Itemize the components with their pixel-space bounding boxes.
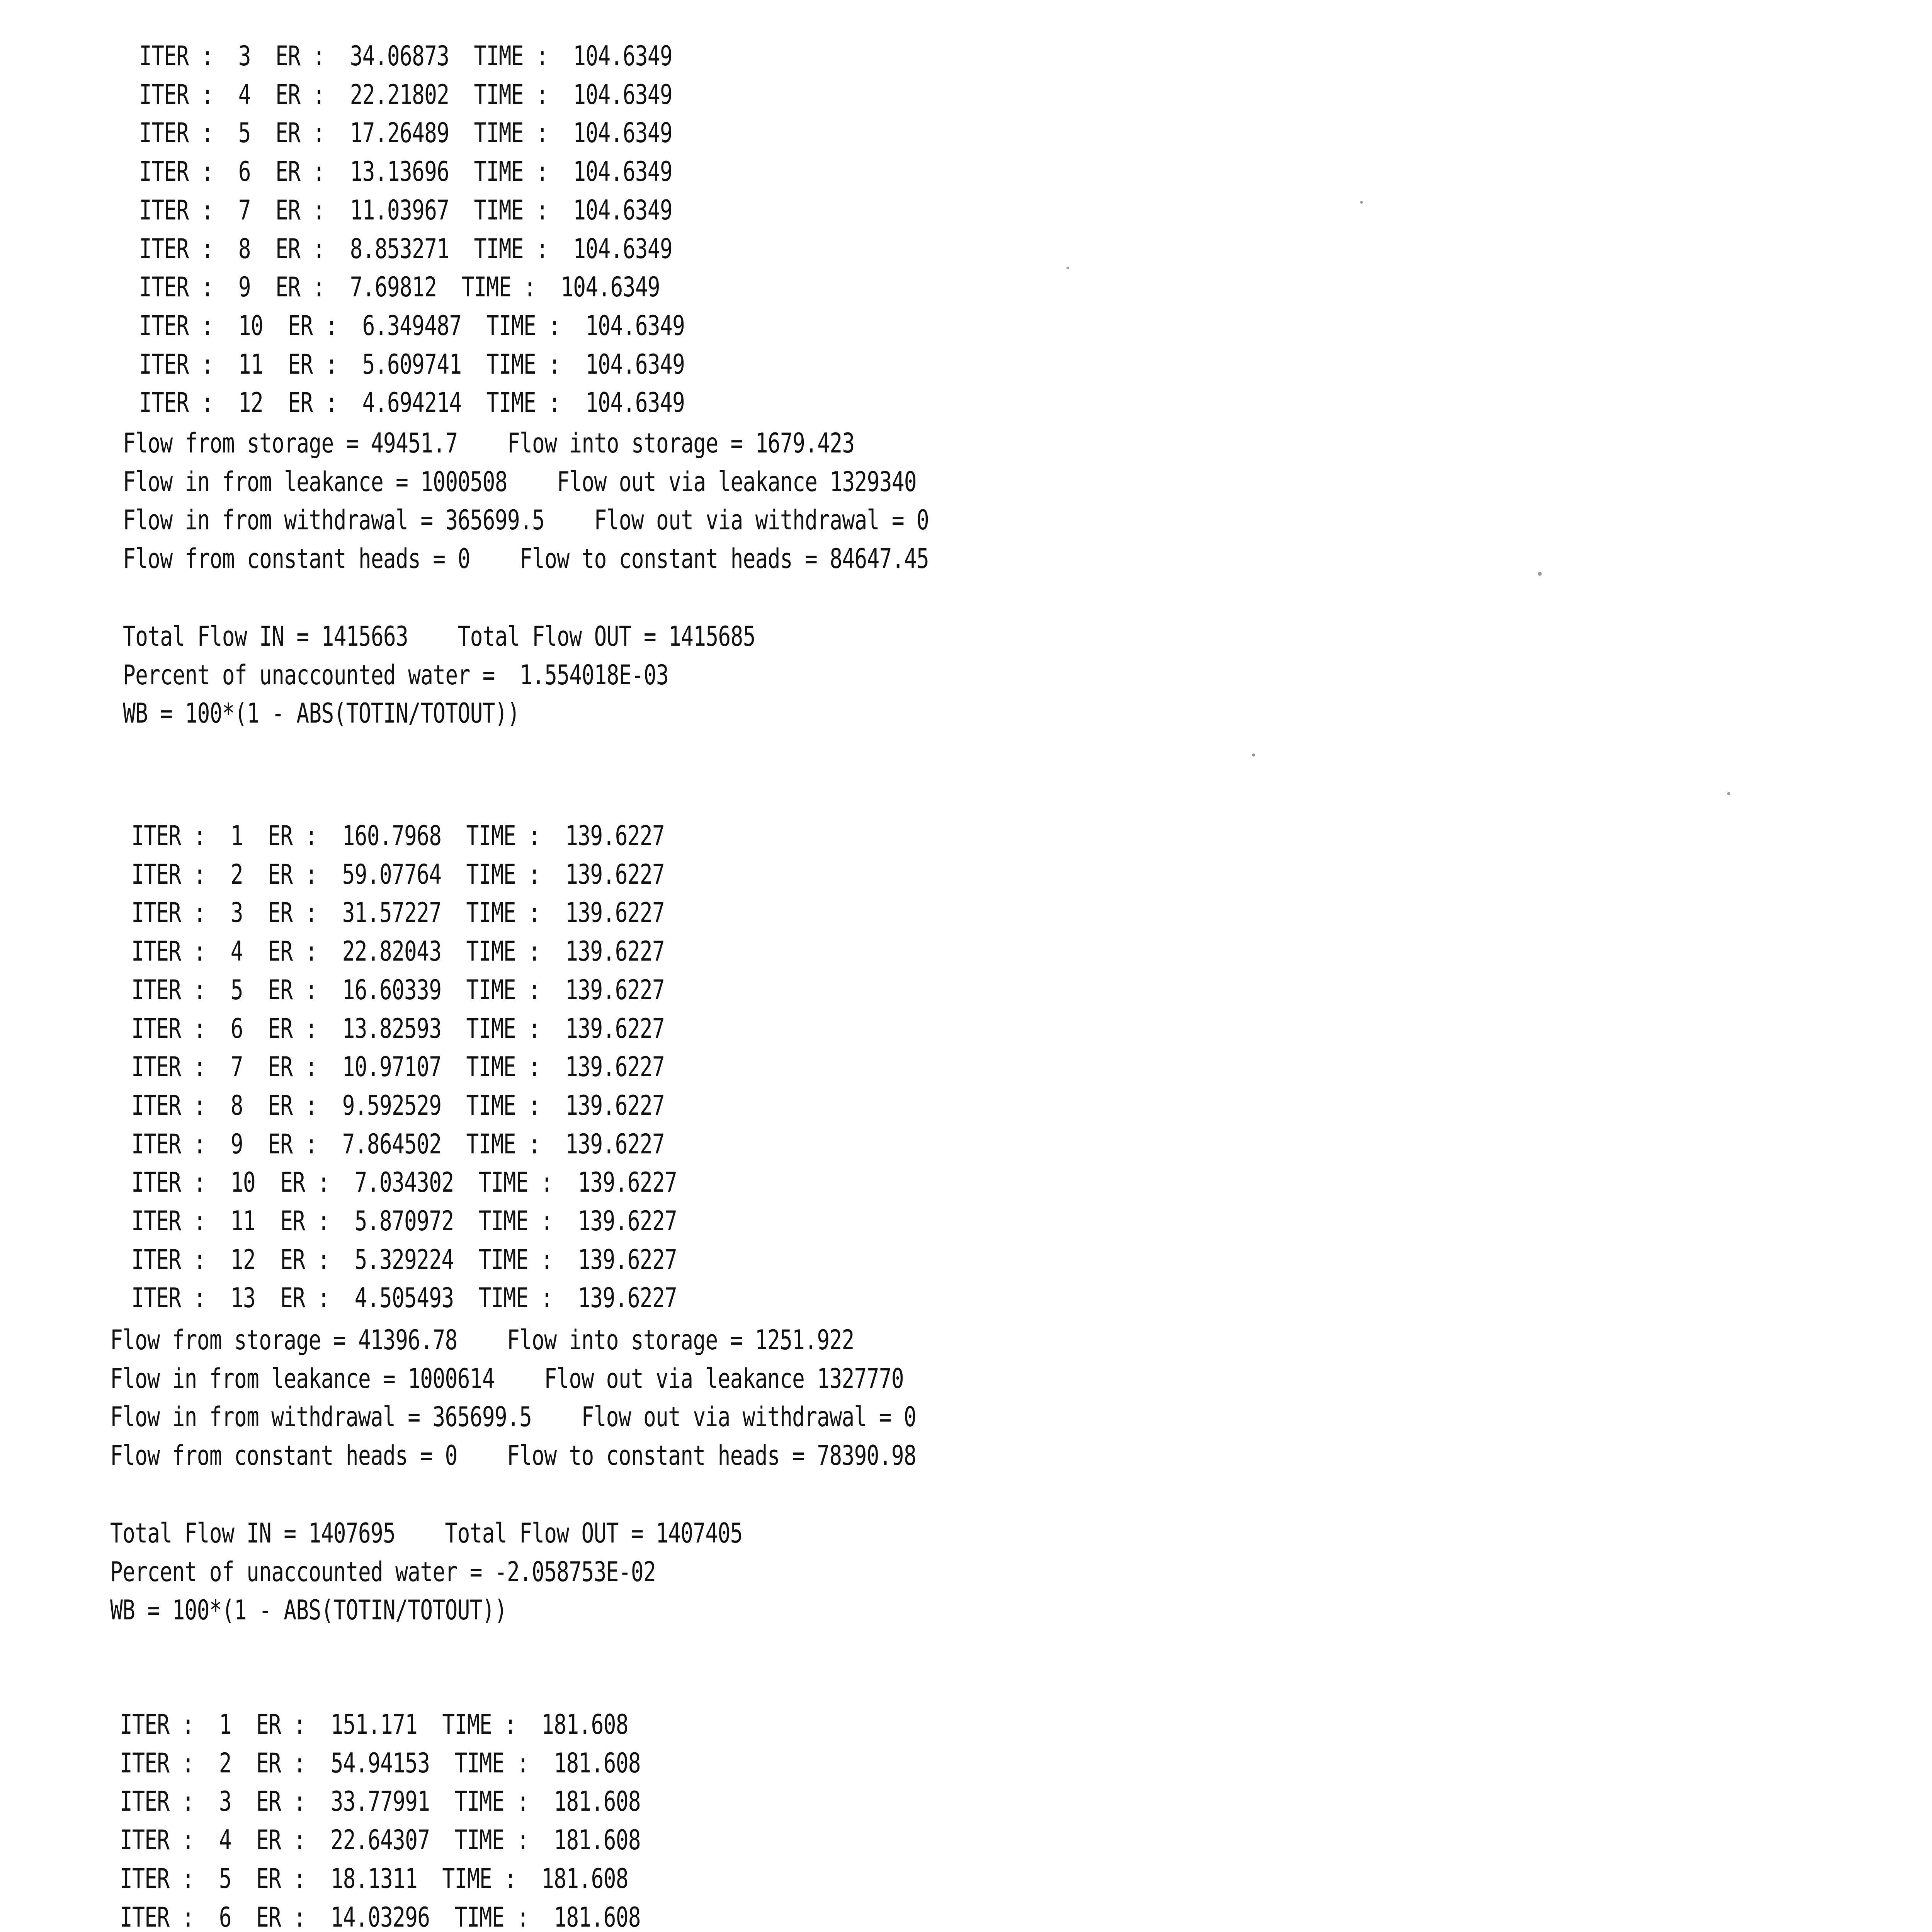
field-label: TIME : — [454, 1282, 578, 1314]
time-value: 139.6227 — [565, 1090, 665, 1121]
field-label: ITER : — [139, 349, 238, 380]
field-label: TIME : — [441, 897, 566, 929]
iteration-row — [131, 897, 665, 929]
field-label: ITER : — [120, 1824, 219, 1856]
field-label: ITER : — [139, 233, 238, 265]
field-label: TIME : — [461, 349, 586, 380]
field-label: ITER : — [120, 1786, 219, 1817]
field-label: ER : — [263, 387, 362, 418]
iteration-row — [139, 79, 672, 111]
field-label: ER : — [263, 349, 362, 380]
er-value: 4.505493 — [354, 1282, 454, 1314]
iteration-row — [131, 1092, 665, 1119]
field-label: ITER : — [131, 1167, 231, 1198]
field-label: ER : — [255, 1282, 355, 1314]
iteration-row — [131, 820, 665, 852]
field-label: TIME : — [430, 1747, 554, 1779]
scan-speck — [1538, 572, 1542, 576]
time-value: 139.6227 — [565, 1128, 665, 1160]
er-value: 160.7968 — [342, 820, 442, 852]
time-value: 181.608 — [554, 1786, 641, 1817]
field-label: TIME : — [441, 974, 566, 1006]
iteration-row — [131, 861, 665, 888]
field-label: ER : — [243, 1128, 342, 1160]
total-flow-line: Total Flow IN = 1415663 Total Flow OUT = 1415685 — [123, 621, 755, 652]
field-label: ITER : — [131, 1244, 231, 1276]
iteration-row — [131, 1128, 665, 1160]
flow-line: Flow from storage = 49451.7 Flow into storage = 1679.423 — [123, 427, 855, 459]
total-flow-line: Total Flow IN = 1407695 Total Flow OUT = 1407405 — [110, 1517, 743, 1549]
time-value: 104.6349 — [573, 40, 672, 72]
er-value: 31.57227 — [342, 897, 442, 929]
field-label: ER : — [231, 1709, 331, 1740]
field-label: TIME : — [437, 271, 561, 303]
iter-value: 4 — [219, 1824, 231, 1856]
time-value: 181.608 — [554, 1747, 641, 1779]
field-label: TIME : — [417, 1709, 542, 1740]
field-label: ER : — [231, 1747, 331, 1779]
iter-value: 1 — [219, 1709, 231, 1740]
field-label: ITER : — [139, 194, 238, 226]
flow-line: Flow in from withdrawal = 365699.5 Flow out via withdrawal = 0 — [110, 1401, 916, 1433]
iteration-row — [120, 1863, 628, 1895]
iter-value: 13 — [230, 1282, 255, 1314]
iteration-row — [120, 1788, 641, 1815]
flow-line: Flow in from withdrawal = 365699.5 Flow out via withdrawal = 0 — [123, 504, 929, 536]
er-value: 18.1311 — [330, 1863, 418, 1895]
er-value: 11.03967 — [350, 194, 449, 226]
iter-value: 10 — [238, 310, 263, 342]
iteration-row — [131, 935, 665, 967]
wb-formula-line: WB = 100*(1 - ABS(TOTIN/TOTOUT)) — [110, 1594, 507, 1626]
iteration-row — [139, 158, 672, 185]
iteration-row — [131, 1051, 665, 1083]
iter-value: 8 — [238, 233, 251, 265]
field-label: ER : — [231, 1824, 331, 1856]
iter-value: 4 — [238, 79, 251, 111]
field-label: ITER : — [131, 1051, 231, 1083]
time-value: 181.608 — [554, 1824, 641, 1856]
time-value: 139.6227 — [565, 974, 665, 1006]
er-value: 54.94153 — [330, 1747, 430, 1779]
time-value: 139.6227 — [578, 1167, 677, 1198]
field-label: TIME : — [417, 1863, 542, 1895]
iteration-row — [131, 1015, 665, 1042]
iter-value: 5 — [230, 974, 243, 1006]
iter-value: 3 — [238, 40, 251, 72]
field-label: ITER : — [131, 820, 231, 852]
iter-value: 3 — [219, 1786, 231, 1817]
field-label: ER : — [243, 1090, 342, 1121]
field-label: ITER : — [131, 1205, 231, 1237]
iter-value: 10 — [230, 1167, 255, 1198]
er-value: 6.349487 — [362, 310, 462, 342]
time-value: 104.6349 — [585, 349, 685, 380]
field-label: ER : — [250, 194, 350, 226]
iter-value: 2 — [230, 859, 243, 890]
flow-line: Flow in from leakance = 1000614 Flow out via leakance 1327770 — [110, 1363, 904, 1395]
er-value: 4.694214 — [362, 387, 462, 418]
field-label: ER : — [255, 1167, 355, 1198]
field-label: ITER : — [131, 897, 231, 929]
field-label: ITER : — [131, 974, 231, 1006]
field-label: TIME : — [449, 40, 573, 72]
er-value: 13.82593 — [342, 1013, 442, 1044]
field-label: TIME : — [454, 1205, 578, 1237]
iter-value: 11 — [238, 349, 263, 380]
time-value: 139.6227 — [565, 859, 665, 890]
field-label: ER : — [231, 1901, 331, 1932]
field-label: ER : — [255, 1244, 355, 1276]
time-value: 139.6227 — [565, 935, 665, 967]
field-label: TIME : — [449, 156, 573, 187]
field-label: TIME : — [441, 820, 566, 852]
field-label: TIME : — [449, 194, 573, 226]
field-label: ER : — [243, 859, 342, 890]
er-value: 10.97107 — [342, 1051, 442, 1083]
time-value: 139.6227 — [565, 820, 665, 852]
iter-value: 9 — [230, 1128, 243, 1160]
iteration-row — [131, 1282, 677, 1314]
iteration-row — [131, 1205, 677, 1237]
time-value: 104.6349 — [573, 117, 672, 149]
field-label: TIME : — [430, 1901, 554, 1932]
time-value: 181.608 — [554, 1901, 641, 1932]
iteration-row — [139, 351, 685, 378]
scan-speck — [1252, 753, 1255, 757]
time-value: 139.6227 — [578, 1282, 677, 1314]
field-label: ER : — [250, 233, 350, 265]
field-label: ITER : — [131, 1013, 231, 1044]
field-label: TIME : — [449, 233, 573, 265]
field-label: ER : — [243, 1013, 342, 1044]
er-value: 9.592529 — [342, 1090, 442, 1121]
iter-value: 12 — [230, 1244, 255, 1276]
time-value: 104.6349 — [585, 387, 685, 418]
field-label: ER : — [250, 271, 350, 303]
er-value: 16.60339 — [342, 974, 442, 1006]
field-label: ITER : — [131, 1090, 231, 1121]
field-label: TIME : — [441, 1090, 566, 1121]
field-label: ITER : — [139, 310, 238, 342]
iter-value: 8 — [230, 1090, 243, 1121]
iter-value: 7 — [238, 194, 251, 226]
flow-line: Flow in from leakance = 1000508 Flow out via leakance 1329340 — [123, 466, 917, 498]
field-label: TIME : — [454, 1167, 578, 1198]
iteration-row — [139, 117, 672, 149]
field-label: ER : — [243, 974, 342, 1006]
scan-speck — [1360, 201, 1363, 204]
field-label: ITER : — [139, 40, 238, 72]
iteration-row — [120, 1901, 641, 1932]
time-value: 139.6227 — [578, 1205, 677, 1237]
time-value: 104.6349 — [573, 156, 672, 187]
time-value: 181.608 — [541, 1863, 628, 1895]
er-value: 5.609741 — [362, 349, 462, 380]
er-value: 7.69812 — [350, 271, 437, 303]
time-value: 104.6349 — [573, 79, 672, 111]
iter-value: 9 — [238, 271, 251, 303]
er-value: 17.26489 — [350, 117, 449, 149]
er-value: 7.864502 — [342, 1128, 442, 1160]
iteration-row — [131, 1169, 677, 1196]
iteration-row — [139, 271, 660, 303]
field-label: ITER : — [131, 1128, 231, 1160]
time-value: 181.608 — [541, 1709, 628, 1740]
er-value: 22.64307 — [330, 1824, 430, 1856]
field-label: TIME : — [461, 387, 586, 418]
iteration-row — [139, 40, 672, 72]
er-value: 5.329224 — [354, 1244, 454, 1276]
field-label: ER : — [243, 935, 342, 967]
er-value: 22.82043 — [342, 935, 442, 967]
flow-line: Flow from constant heads = 0 Flow to constant heads = 84647.45 — [123, 543, 929, 575]
iteration-row — [120, 1824, 641, 1856]
iter-value: 6 — [230, 1013, 243, 1044]
iter-value: 12 — [238, 387, 263, 418]
field-label: TIME : — [441, 1128, 566, 1160]
er-value: 151.171 — [330, 1709, 418, 1740]
field-label: ITER : — [139, 387, 238, 418]
iteration-row — [139, 310, 685, 342]
iter-value: 11 — [230, 1205, 255, 1237]
field-label: TIME : — [449, 117, 573, 149]
field-label: ITER : — [120, 1709, 219, 1740]
field-label: ITER : — [139, 271, 238, 303]
iter-value: 6 — [219, 1901, 231, 1932]
er-value: 59.07764 — [342, 859, 442, 890]
time-value: 139.6227 — [565, 1051, 665, 1083]
flow-line: Flow from constant heads = 0 Flow to constant heads = 78390.98 — [110, 1440, 916, 1471]
field-label: ITER : — [131, 859, 231, 890]
er-value: 7.034302 — [354, 1167, 454, 1198]
field-label: ITER : — [139, 79, 238, 111]
iter-value: 2 — [219, 1747, 231, 1779]
iteration-row — [139, 233, 672, 265]
flow-line: Flow from storage = 41396.78 Flow into storage = 1251.922 — [110, 1324, 854, 1356]
iter-value: 7 — [230, 1051, 243, 1083]
field-label: ER : — [263, 310, 362, 342]
iteration-row — [120, 1711, 628, 1738]
iter-value: 1 — [230, 820, 243, 852]
scan-speck — [1727, 792, 1730, 795]
field-label: ER : — [243, 897, 342, 929]
field-label: ER : — [255, 1205, 355, 1237]
field-label: ITER : — [120, 1747, 219, 1779]
iter-value: 5 — [219, 1863, 231, 1895]
field-label: TIME : — [454, 1244, 578, 1276]
er-value: 13.13696 — [350, 156, 449, 187]
field-label: TIME : — [441, 1051, 566, 1083]
iteration-row — [120, 1747, 641, 1779]
field-label: TIME : — [441, 859, 566, 890]
field-label: ITER : — [139, 117, 238, 149]
time-value: 104.6349 — [573, 233, 672, 265]
field-label: ER : — [243, 1051, 342, 1083]
field-label: ER : — [231, 1863, 331, 1895]
field-label: TIME : — [441, 1013, 566, 1044]
field-label: ER : — [250, 117, 350, 149]
field-label: TIME : — [430, 1786, 554, 1817]
field-label: ITER : — [131, 935, 231, 967]
percent-unaccounted-line: Percent of unaccounted water = 1.554018E-03 — [123, 659, 669, 691]
er-value: 34.06873 — [350, 40, 449, 72]
iteration-row — [139, 389, 685, 416]
time-value: 104.6349 — [561, 271, 660, 303]
field-label: ER : — [250, 40, 350, 72]
time-value: 139.6227 — [565, 1013, 665, 1044]
field-label: ER : — [250, 156, 350, 187]
wb-formula-line: WB = 100*(1 - ABS(TOTIN/TOTOUT)) — [123, 697, 520, 729]
er-value: 22.21802 — [350, 79, 449, 111]
field-label: ITER : — [131, 1282, 231, 1314]
iter-value: 5 — [238, 117, 251, 149]
iteration-row — [131, 974, 665, 1006]
time-value: 139.6227 — [578, 1244, 677, 1276]
er-value: 14.03296 — [330, 1901, 430, 1932]
iteration-row — [139, 194, 672, 226]
percent-unaccounted-line: Percent of unaccounted water = -2.058753E-02 — [110, 1556, 656, 1588]
field-label: ER : — [231, 1786, 331, 1817]
er-value: 8.853271 — [350, 233, 449, 265]
field-label: TIME : — [461, 310, 586, 342]
iter-value: 3 — [230, 897, 243, 929]
field-label: ITER : — [120, 1863, 219, 1895]
field-label: TIME : — [441, 935, 566, 967]
field-label: ER : — [250, 79, 350, 111]
field-label: ITER : — [120, 1901, 219, 1932]
er-value: 5.870972 — [354, 1205, 454, 1237]
iter-value: 6 — [238, 156, 251, 187]
iteration-row — [131, 1244, 677, 1276]
time-value: 139.6227 — [565, 897, 665, 929]
iter-value: 4 — [230, 935, 243, 967]
field-label: ITER : — [139, 156, 238, 187]
er-value: 33.77991 — [330, 1786, 430, 1817]
field-label: TIME : — [430, 1824, 554, 1856]
field-label: TIME : — [449, 79, 573, 111]
field-label: ER : — [243, 820, 342, 852]
scan-speck — [1066, 267, 1069, 269]
time-value: 104.6349 — [585, 310, 685, 342]
time-value: 104.6349 — [573, 194, 672, 226]
